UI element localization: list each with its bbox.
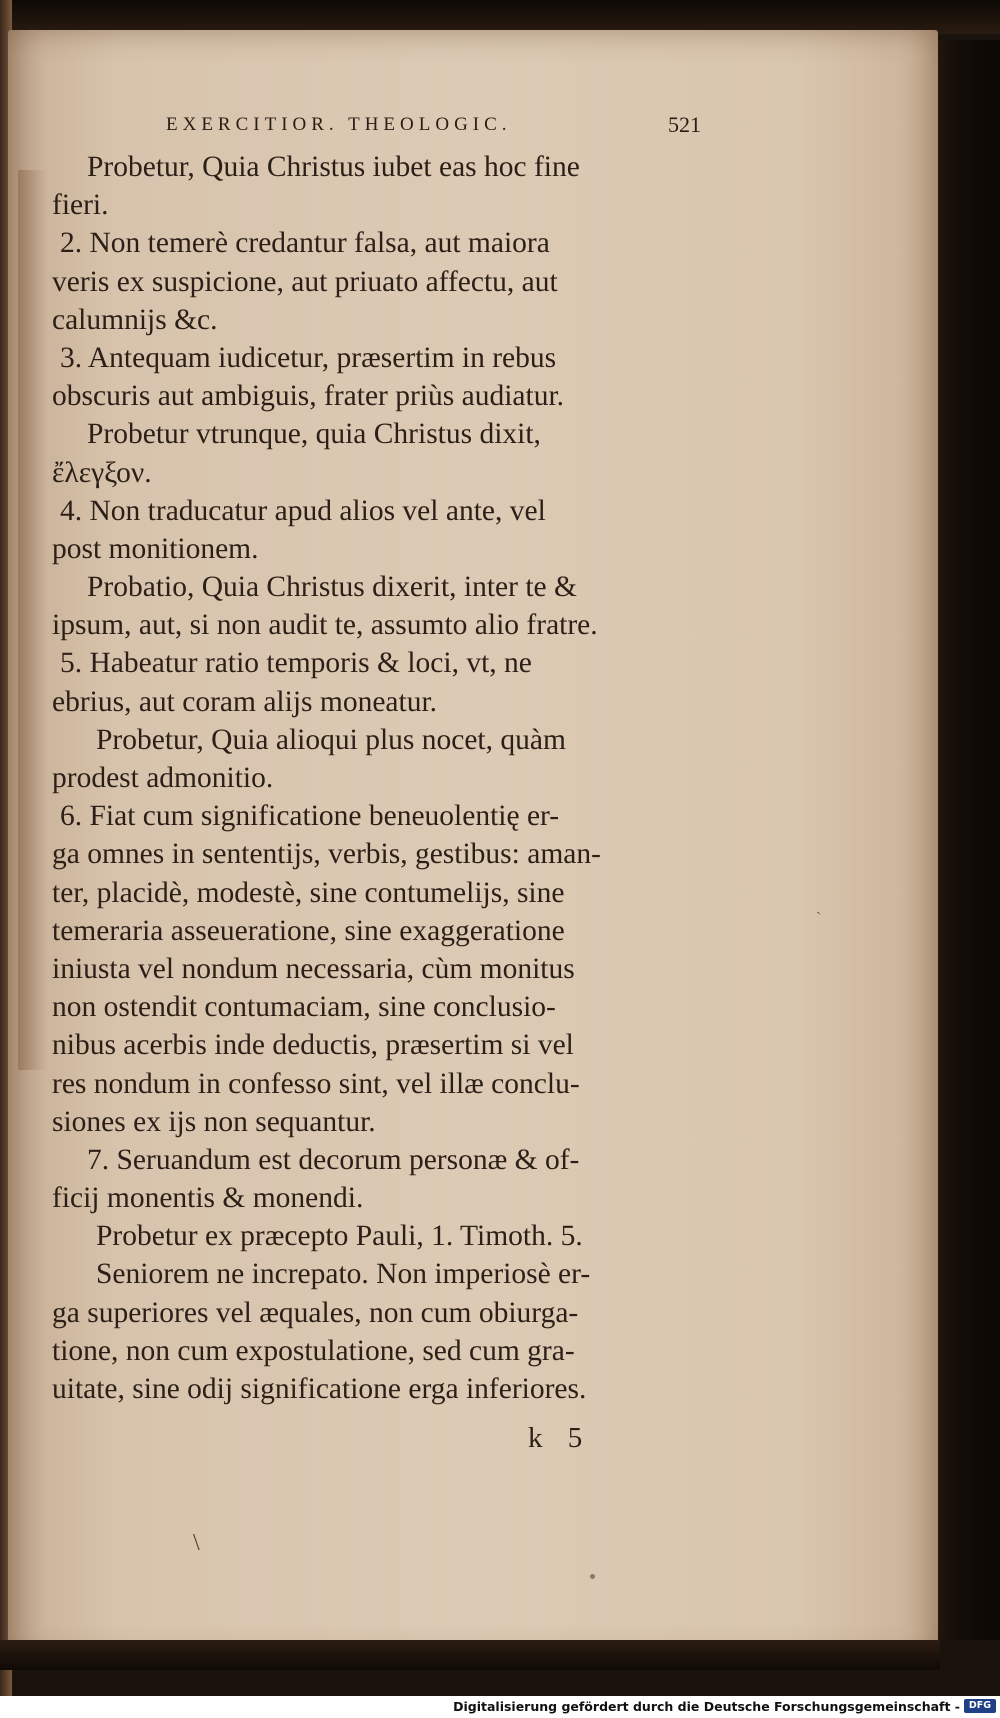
text-line: 2. Non temerè credantur falsa, aut maiora: [60, 227, 550, 260]
pencil-mark: \: [193, 1530, 200, 1556]
text-line: nibus acerbis inde deductis, præsertim si vel: [52, 1029, 574, 1062]
text-line: Probetur vtrunque, quia Christus dixit,: [87, 418, 541, 451]
text-line: uitate, sine odij significatione erga inferiores.: [52, 1373, 587, 1405]
footer-credit: Digitalisierung gefördert durch die Deutsche Forschungsgemeinschaft -: [453, 1699, 960, 1714]
book-page: [8, 30, 938, 1658]
book-cover-edge: [928, 40, 1000, 1640]
running-title: EXERCITIOR. THEOLOGIC.: [166, 114, 512, 135]
text-line: calumnijs &c.: [52, 303, 218, 336]
text-line: tione, non cum expostulatione, sed cum gra-: [52, 1334, 575, 1367]
text-line: ficij monentis & monendi.: [52, 1182, 364, 1215]
text-line: prodest admonitio.: [52, 762, 274, 794]
text-line: Probetur ex præcepto Pauli, 1. Timoth. 5.: [96, 1220, 583, 1253]
catchword-signature: k 5: [528, 1422, 583, 1454]
text-line: 7. Seruandum est decorum personæ & of-: [87, 1143, 580, 1176]
dfg-logo-icon: DFG: [964, 1699, 996, 1713]
ink-speck: [590, 1574, 595, 1579]
text-line: non ostendit contumaciam, sine conclusio-: [52, 991, 556, 1024]
text-line: iniusta vel nondum necessaria, cùm monitus: [52, 952, 575, 985]
text-line: res nondum in confesso sint, vel illæ conclu-: [52, 1067, 580, 1100]
page-text-block: [52, 148, 712, 1408]
text-line: veris ex suspicione, aut priuato affectu, aut: [52, 265, 558, 298]
text-line: 4. Non traducatur apud alios vel ante, vel: [60, 494, 546, 527]
text-line: Probetur, Quia Christus iubet eas hoc fine: [87, 151, 580, 183]
text-line: post monitionem.: [52, 532, 259, 565]
text-line: ipsum, aut, si non audit te, assumto alio fratre.: [52, 609, 598, 642]
page-number: 521: [668, 112, 701, 137]
text-line: ga superiores vel æquales, non cum obiurga-: [52, 1296, 579, 1329]
scan-background-top: [0, 0, 1000, 34]
scan-background-bottom: [0, 1640, 940, 1670]
text-line: 6. Fiat cum significatione beneuolentię er-: [60, 800, 560, 833]
text-line: Probetur, Quia alioqui plus nocet, quàm: [96, 723, 566, 756]
text-line: ἔλεγξον.: [52, 456, 152, 489]
text-line: ebrius, aut coram alijs moneatur.: [52, 685, 438, 718]
text-line: ga omnes in sententijs, verbis, gestibus: aman-: [52, 838, 601, 871]
text-line: siones ex ijs non sequantur.: [52, 1105, 376, 1138]
text-line: ter, placidè, modestè, sine contumelijs, sine: [52, 876, 565, 909]
text-line: Seniorem ne increpato. Non imperiosè er-: [96, 1258, 591, 1291]
text-line: fieri.: [52, 189, 109, 222]
text-line: temeraria asseueratione, sine exaggeratione: [52, 914, 565, 947]
text-line: obscuris aut ambiguis, frater priùs audiatur.: [52, 380, 565, 413]
text-line: 3. Antequam iudicetur, præsertim in rebus: [60, 341, 557, 374]
text-line: Probatio, Quia Christus dixerit, inter te &: [87, 571, 577, 604]
text-line: 5. Habeatur ratio temporis & loci, vt, ne: [60, 647, 532, 680]
page-stain: [18, 170, 48, 1070]
pencil-tick: ˎ: [816, 898, 822, 915]
